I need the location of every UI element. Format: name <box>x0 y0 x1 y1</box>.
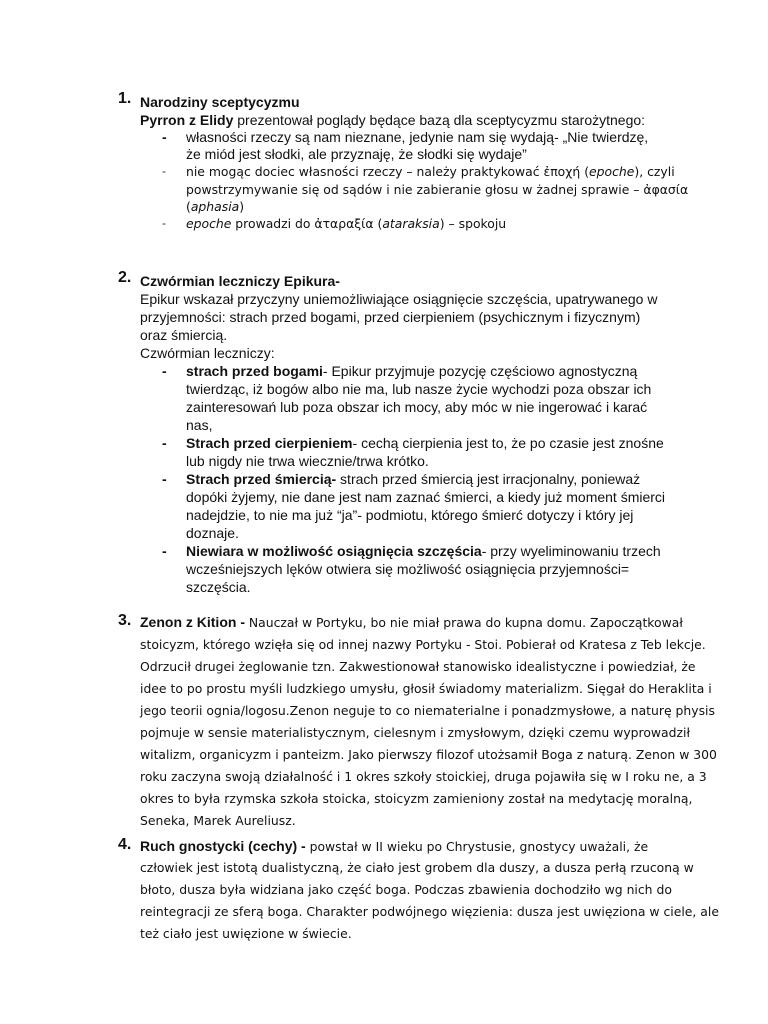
section-number: 2. <box>118 269 132 286</box>
bullet-line: doznaje. <box>186 525 239 541</box>
bullet-bold: strach przed bogami <box>186 363 323 379</box>
bullet-dash: - <box>162 543 167 559</box>
bullet-line: że miód jest słodki, ale przyznaję, że słodki się wydaje” <box>186 146 527 162</box>
intro-text: prezentował poglądy będące bazą dla sceptycyzmu starożytnego: <box>233 112 646 128</box>
bullet-text: - Epikur przyjmuje pozycję częściowo agnostyczną <box>322 363 638 379</box>
body-line: Nauczał w Portyku, bo nie miał prawa do kupna domu. Zapoczątkował <box>248 615 683 630</box>
bullet-line: (aphasia) <box>186 199 245 214</box>
bullet-line: zainteresowań lub poza obszar ich mocy, aby móc w nie ingerować i karać <box>186 399 648 415</box>
bullet-dash: - <box>162 363 167 379</box>
section-number: 3. <box>118 612 132 629</box>
section-first-line <box>140 614 683 632</box>
bullet-line: wcześniejszych lęków otwiera się możliwość osiągnięcia przyjemności= <box>186 561 630 577</box>
bullet-dash: - <box>162 471 167 487</box>
bullet-line <box>186 471 640 487</box>
body-line: Odrzucił drugei żeglowanie tzn. Zakwestionował stanowisko idealistyczne i powiedział, że <box>140 659 696 674</box>
section-title: Ruch gnostycki (cechy) - <box>140 838 310 854</box>
bullet-line: nie mogąc dociec własności rzeczy – należy praktykować ἐποχή (epoche), czyli <box>186 164 675 179</box>
bullet-line: lub nigdy nie trwa wiecznie/trwa krótko. <box>186 453 429 469</box>
intro-line <box>140 112 645 128</box>
body-line: błoto, dusza była widziana jako część boga. Podczas zbawienia dochodziło wg nich do <box>140 882 672 897</box>
section-title: Czwórmian leczniczy Epikura- <box>140 273 340 289</box>
body-line: okres to była rzymska szkoła stoicka, stoicyzm zamieniony został na medytację moralną, <box>140 791 693 806</box>
bullet-line: epoche prowadzi do ἀταραξία (ataraksia) – spokoju <box>186 216 507 231</box>
bullet-line: dopóki żyjemy, nie dane jest nam zaznać śmierci, a kiedy już moment śmierci <box>186 489 666 505</box>
body-line: pojmuje w sensie materialistycznym, cielesnym i zmysłowym, dzięki czemu wyprowadził <box>140 725 690 740</box>
section-number: 1. <box>118 90 132 107</box>
body-line: powstał w II wieku po Chrystusie, gnostycy uważali, że <box>309 839 649 854</box>
bullet-line: powstrzymywanie się od sądów i nie zabieranie głosu w żadnej sprawie – ἀφασία <box>186 182 689 197</box>
body-line: jego teorii ognia/logosu.Zenon neguje to co niematerialne i ponadzmysłowe, a naturę physis <box>140 703 715 718</box>
intro-line: oraz śmiercią. <box>140 327 228 343</box>
body-line: roku zaczyna swoją działalność i 1 okres szkoły stoickiej, druga pojawiła się w I roku ne, a 3 <box>140 769 707 784</box>
body-line: człowiek jest istotą dualistyczną, że ciało jest grobem dla duszy, a dusza perłą rzuconą w <box>140 860 694 875</box>
intro-line: przyjemności: strach przed bogami, przed cierpieniem (psychicznym i fizycznym) <box>140 309 641 325</box>
bullet-bold: Strach przed śmiercią- <box>186 471 337 487</box>
bullet-dash: - <box>162 164 167 178</box>
bullet-line: szczęścia. <box>186 579 251 595</box>
bullet-line <box>186 543 661 559</box>
body-line: też ciało jest uwięzione w świecie. <box>140 926 352 941</box>
bullet-line: własności rzeczy są nam nieznane, jedynie nam się wydają- „Nie twierdzę, <box>186 129 649 145</box>
intro-bold: Pyrron z Elidy <box>140 112 234 128</box>
bullet-bold: Niewiara w możliwość osiągnięcia szczęścia <box>186 543 482 559</box>
bullet-dash: - <box>162 216 167 230</box>
bullet-dash: - <box>162 129 167 145</box>
body-line: idee to po prostu myśli ludzkiego umysłu, głosił świadomy materializm. Sięgał do Heraklita i <box>140 681 712 696</box>
section-first-line <box>140 838 648 856</box>
bullet-line: nas, <box>186 417 213 433</box>
bullet-line <box>186 435 664 451</box>
bullet-line: twierdząc, iż bogów albo nie ma, lub nasze życie wychodzi poza obszar ich <box>186 381 652 397</box>
bullet-line <box>186 363 637 379</box>
section-title: Zenon z Kition - <box>140 614 249 630</box>
body-line: Seneka, Marek Aureliusz. <box>140 813 296 828</box>
intro-line: Epikur wskazał przyczyny uniemożliwiające osiągnięcie szczęścia, upatrywanego w <box>140 291 658 307</box>
body-line: stoicyzm, którego wzięła się od innej nazwy Portyku - Stoi. Pobierał od Kratesa z Teb lekcje. <box>140 637 706 652</box>
bullet-text: strach przed śmiercią jest irracjonalny, ponieważ <box>336 471 641 487</box>
bullet-dash: - <box>162 435 167 451</box>
bullet-line: nadejdzie, to nie ma już “ja”- podmiotu, którego śmierć dotyczy i który jej <box>186 507 634 523</box>
body-line: reintegracji ze sferą boga. Charakter podwójnego więzienia: dusza jest uwięziona w ciele, ale <box>140 904 719 919</box>
bullet-text: - cechą cierpienia jest to, że po czasie jest znośne <box>352 435 664 451</box>
intro-line: Czwórmian leczniczy: <box>140 345 275 361</box>
section-number: 4. <box>118 836 132 853</box>
bullet-bold: Strach przed cierpieniem <box>186 435 353 451</box>
section-title: Narodziny sceptycyzmu <box>140 94 300 110</box>
body-line: witalizm, organicyzm i panteizm. Jako pierwszy filozof utożsamił Boga z naturą. Zenon w 300 <box>140 747 717 762</box>
bullet-text: - przy wyeliminowaniu trzech <box>481 543 661 559</box>
